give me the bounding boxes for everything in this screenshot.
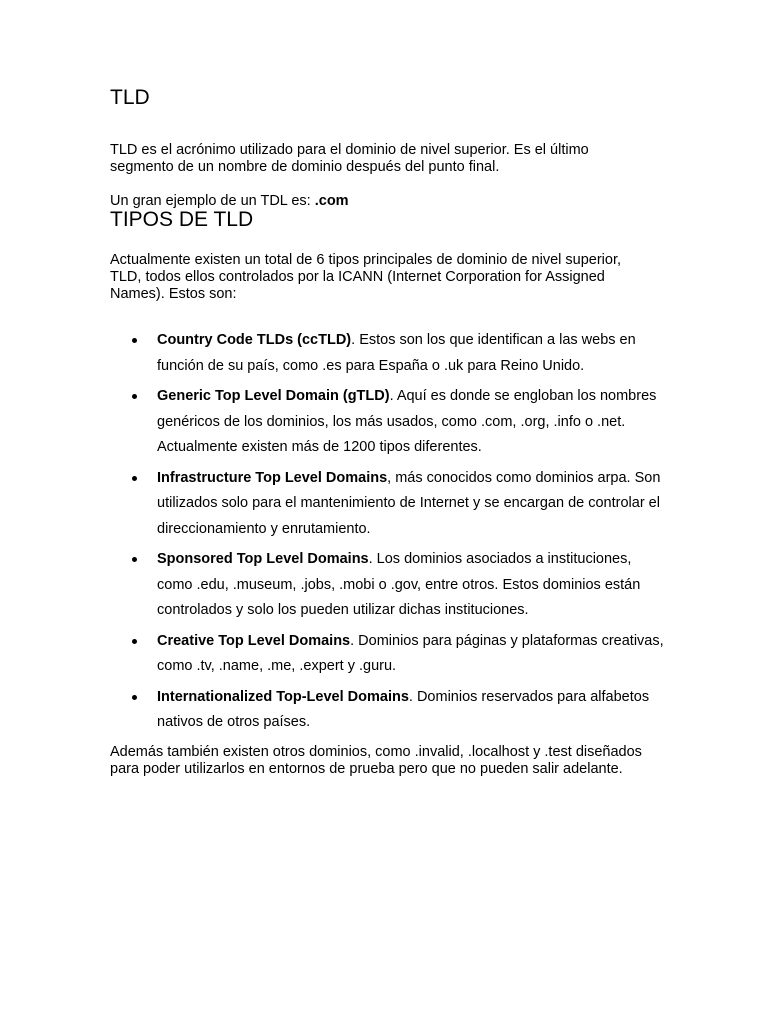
list-item-text: . Los dominios asociados a instituciones, como .edu, .museum, .jobs, .mobi o .gov, entre otros. Estos dominios están controlados y solo los pueden utilizar dichas instituciones. — [157, 551, 641, 618]
list-item — [110, 328, 670, 379]
list-item-text: , más conocidos como dominios arpa. Son utilizados solo para el mantenimiento de Internet y se encargan de controlar el direccionamiento y enrutamiento. — [157, 469, 661, 537]
list-item — [110, 547, 670, 624]
list-item-text: . Dominios reservados para alfabetos nativos de otros países. — [157, 688, 650, 730]
list-item-term: Creative Top Level Domains — [157, 632, 351, 649]
bullet-icon — [132, 557, 137, 562]
bullet-icon — [132, 639, 137, 644]
list-item — [110, 466, 670, 543]
list-item-term: Sponsored Top Level Domains — [157, 551, 369, 567]
list-item-text: . Dominios para páginas y plataformas creativas, como .tv, .name, .me, .expert y .guru. — [157, 632, 664, 674]
tld-types-list — [110, 328, 670, 741]
bullet-icon — [132, 695, 137, 700]
list-item-term: Generic Top Level Domain (gTLD) — [157, 388, 390, 404]
page-title: TLD — [110, 86, 150, 109]
list-item — [110, 685, 670, 736]
bullet-icon — [132, 476, 137, 481]
list-item-term: Infrastructure Top Level Domains — [157, 469, 388, 486]
types-heading: TIPOS DE TLD — [110, 208, 254, 231]
bullet-icon — [132, 394, 137, 399]
list-item — [110, 384, 670, 461]
example-value: .com — [314, 193, 349, 209]
types-intro-paragraph: Actualmente existen un total de 6 tipos principales de dominio de nivel superior, TLD, todos ellos controlados por la ICANN (Internet Corporation for Assigned Names). Estos son: — [110, 252, 622, 302]
list-item-term: Country Code TLDs (ccTLD) — [157, 332, 352, 348]
bullet-icon — [132, 338, 137, 343]
list-item-text: . Aquí es donde se engloban los nombres genéricos de los dominios, los más usados, como .com, .org, .info o .net. Actualmente existen más de 1200 tipos diferentes. — [157, 388, 657, 455]
list-item — [110, 629, 670, 680]
list-item-text: . Estos son los que identifican a las webs en función de su país, como .es para España o .uk para Reino Unido. — [157, 332, 636, 374]
intro-paragraph: TLD es el acrónimo utilizado para el dominio de nivel superior. Es el último segmento de un nombre de dominio después del punto final. — [110, 142, 589, 175]
closing-paragraph: Además también existen otros dominios, como .invalid, .localhost y .test diseñados para poder utilizarlos en entornos de prueba pero que no pueden salir adelante. — [110, 744, 642, 777]
example-prefix: Un gran ejemplo de un TDL es: — [110, 193, 315, 209]
list-item-term: Internationalized Top-Level Domains — [157, 688, 409, 705]
